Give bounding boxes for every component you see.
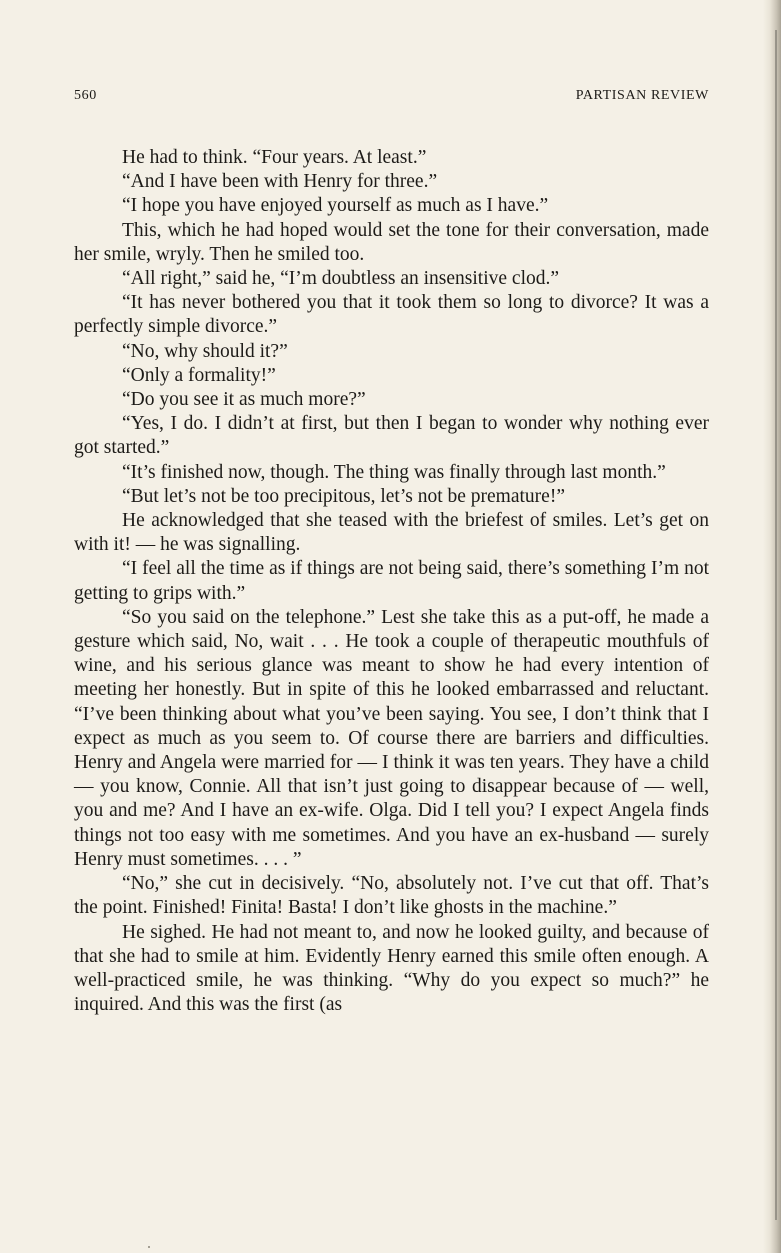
print-speck	[148, 1246, 150, 1248]
paragraph: “It has never bothered you that it took them so long to divorce? It was a perfectly simple divorce.”	[74, 292, 709, 338]
paragraph: “No, why should it?”	[122, 340, 288, 362]
paragraph: “So you said on the telephone.” Lest she take this as a put-off, he made a gesture which said, No, wait . . . He took a couple of therapeutic mouthfuls of wine, and his serious glance was meant to show he had every intention of meeting her honestly. But in spite of this he looked embarrassed and reluctant. “I’ve been thinking about what you’ve been saying. You see, I don’t think that I expect as much as you seem to. Of course there are barriers and difficulties. Henry and Angela were married for — I think it was ten years. They have a child — you know, Connie. All that isn’t just going to disappear because of — well, you and me? And I have an ex-wife. Olga. Did I tell you? I expect Angela finds things not too easy with me sometimes. And you have an ex-husband — surely Henry must sometimes. . . . ”	[74, 606, 709, 870]
paragraph: “Do you see it as much more?”	[122, 389, 366, 411]
running-head: PARTISAN REVIEW	[575, 88, 709, 103]
paragraph: “And I have been with Henry for three.”	[122, 171, 438, 193]
paragraph: “I feel all the time as if things are not being said, there’s something I’m not getting to grips with.”	[74, 558, 709, 604]
paragraph: “No,” she cut in decisively. “No, absolutely not. I’ve cut that off. That’s the point. Finished! Finita! Basta! I don’t like ghosts in the machine.”	[74, 873, 709, 919]
paragraph: “It’s finished now, though. The thing was finally through last month.”	[122, 461, 666, 483]
paragraph: “But let’s not be too precipitous, let’s not be premature!”	[122, 485, 565, 507]
paragraph: He sighed. He had not meant to, and now he looked guilty, and because of that she had to smile at him. Evidently Henry earned this smile often enough. A well-practiced smile, he was thinking. “Why do you expect so much?” he inquired. And this was the first (as	[74, 921, 709, 1016]
paragraph: “All right,” said he, “I’m doubtless an insensitive clod.”	[122, 268, 560, 290]
paragraph: “Yes, I do. I didn’t at first, but then I began to wonder why nothing ever got started.”	[74, 413, 709, 459]
page-edge-line	[775, 30, 777, 1220]
page-number: 560	[74, 88, 97, 103]
paragraph: He acknowledged that she teased with the briefest of smiles. Let’s get on with it! — he was signalling.	[74, 510, 709, 556]
body-text	[74, 146, 709, 1017]
paragraph: “I hope you have enjoyed yourself as much as I have.”	[122, 195, 549, 217]
paragraph: This, which he had hoped would set the tone for their conversation, made her smile, wryly. Then he smiled too.	[74, 219, 709, 265]
book-spine-shadow	[763, 0, 781, 1253]
paragraph: “Only a formality!”	[122, 364, 276, 386]
paragraph: He had to think. “Four years. At least.”	[122, 147, 427, 168]
